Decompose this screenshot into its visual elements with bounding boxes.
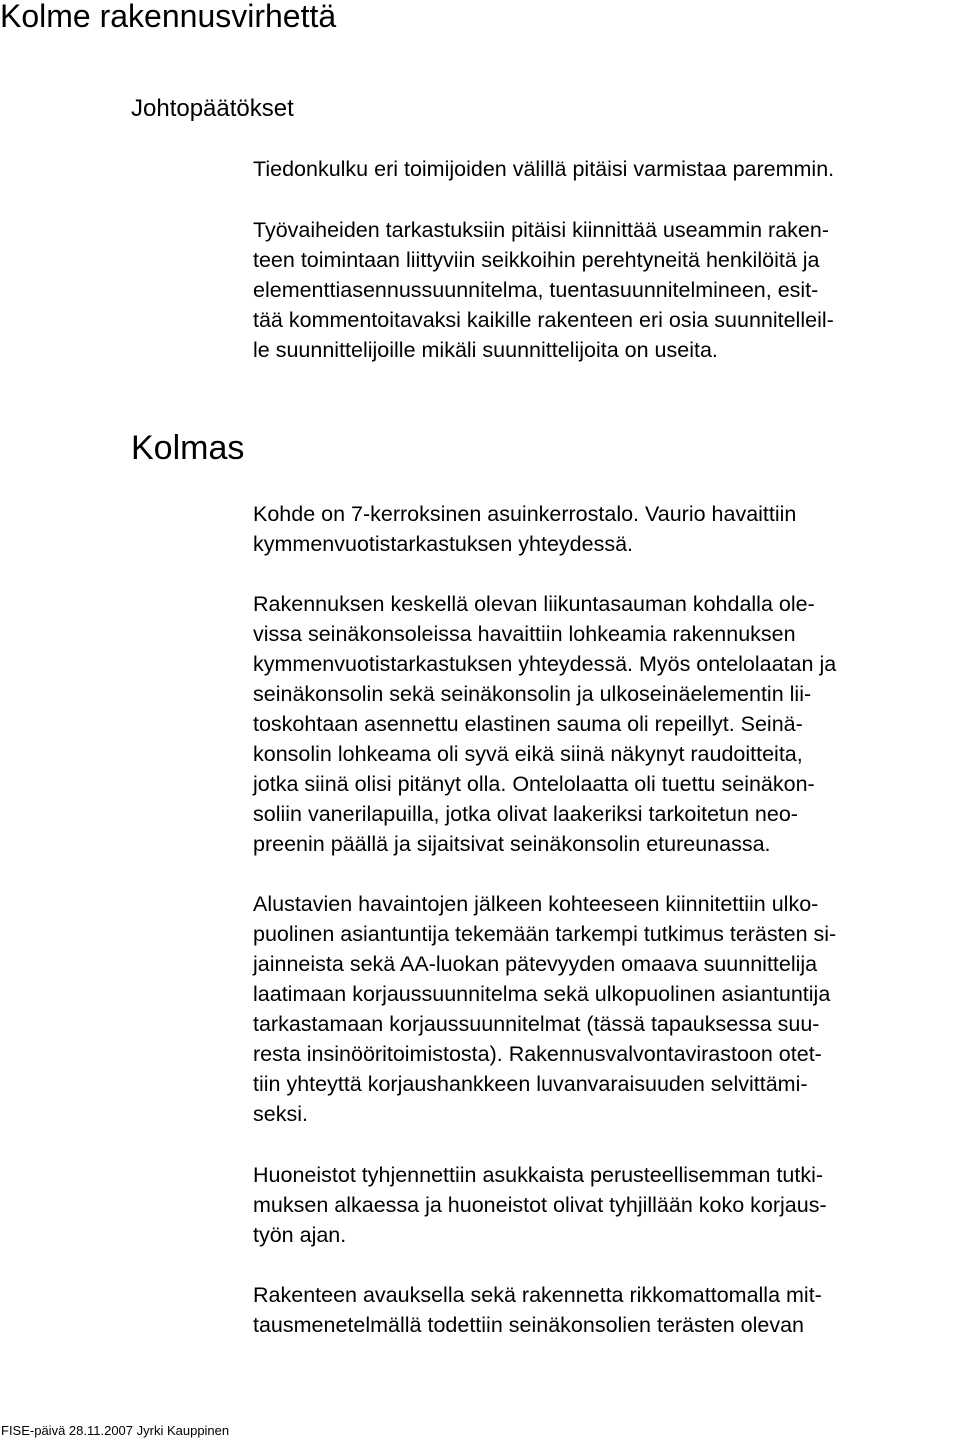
- text-line: Tiedonkulku eri toimijoiden välillä pitäisi varmistaa paremmin.: [253, 157, 835, 181]
- text-line: seksi.: [253, 1102, 308, 1126]
- text-line: teen toimintaan liittyviin seikkoihin perehtyneitä henkilöitä ja: [253, 248, 820, 272]
- text-line: jainneista sekä AA-luokan pätevyyden omaava suunnittelija: [253, 952, 818, 976]
- text-line: resta insinööritoimistosta). Rakennusvalvontavirastoon otet-: [253, 1042, 822, 1066]
- paragraph-rakenteen: [253, 1280, 822, 1340]
- text-line: työn ajan.: [253, 1223, 347, 1247]
- page-title: Kolme rakennusvirhettä: [0, 0, 337, 34]
- paragraph-alustavien: [253, 889, 836, 1129]
- text-line: tiin yhteyttä korjaushankkeen luvanvaraisuuden selvittämi-: [253, 1072, 808, 1096]
- text-line: tarkastamaan korjaussuunnitelmat (tässä tapauksessa suu-: [253, 1012, 820, 1036]
- text-line: Kohde on 7-kerroksinen asuinkerrostalo. Vaurio havaittiin: [253, 502, 797, 526]
- text-line: kymmenvuotistarkastuksen yhteydessä. Myös ontelolaatan ja: [253, 652, 837, 676]
- text-line: toskohtaan asennettu elastinen sauma oli repeillyt. Seinä-: [253, 712, 803, 736]
- text-line: Huoneistot tyhjennettiin asukkaista perusteellisemman tutki-: [253, 1163, 824, 1187]
- paragraph-tiedonkulku: [253, 154, 834, 184]
- text-line: laatimaan korjaussuunnitelma sekä ulkopuolinen asiantuntija: [253, 982, 831, 1006]
- paragraph-rakennuksen: [253, 589, 836, 859]
- section-heading-kolmas: Kolmas: [131, 429, 245, 467]
- text-line: puolinen asiantuntija tekemään tarkempi tutkimus terästen si-: [253, 922, 837, 946]
- text-line: soliin vanerilapuilla, jotka olivat laakeriksi tarkoitetun neo-: [253, 802, 798, 826]
- text-line: Rakenteen avauksella sekä rakennetta rikkomattomalla mit-: [253, 1283, 822, 1307]
- text-line: konsolin lohkeama oli syvä eikä siinä näkynyt raudoitteita,: [253, 742, 803, 766]
- text-line: preenin päällä ja sijaitsivat seinäkonsolin etureunassa.: [253, 832, 771, 856]
- paragraph-huoneistot: [253, 1160, 827, 1250]
- section-heading-johtopaatokset: Johtopäätökset: [131, 95, 294, 122]
- text-line: vissa seinäkonsoleissa havaittiin lohkeamia rakennuksen: [253, 622, 796, 646]
- text-line: muksen alkaessa ja huoneistot olivat tyhjillään koko korjaus-: [253, 1193, 827, 1217]
- text-line: Rakennuksen keskellä olevan liikuntasauman kohdalla ole-: [253, 592, 815, 616]
- text-line: le suunnittelijoille mikäli suunnittelijoita on useita.: [253, 338, 718, 362]
- text-line: Alustavien havaintojen jälkeen kohteeseen kiinnitettiin ulko-: [253, 892, 819, 916]
- text-line: kymmenvuotistarkastuksen yhteydessä.: [253, 532, 633, 556]
- text-line: Työvaiheiden tarkastuksiin pitäisi kiinnittää useammin raken-: [253, 218, 829, 242]
- paragraph-kohde: [253, 499, 796, 559]
- paragraph-tyovaiheiden: [253, 215, 834, 365]
- text-line: seinäkonsolin sekä seinäkonsolin ja ulkoseinäelementin lii-: [253, 682, 812, 706]
- text-line: elementtiasennussuunnitelma, tuentasuunnitelmineen, esit-: [253, 278, 819, 302]
- text-line: jotka siinä olisi pitänyt olla. Ontelolaatta oli tuettu seinäkon-: [253, 772, 815, 796]
- text-line: tausmenetelmällä todettiin seinäkonsolien terästen olevan: [253, 1313, 804, 1337]
- footer-credit: FISE-päivä 28.11.2007 Jyrki Kauppinen: [1, 1423, 230, 1438]
- text-line: tää kommentoitavaksi kaikille rakenteen eri osia suunnitelleil-: [253, 308, 834, 332]
